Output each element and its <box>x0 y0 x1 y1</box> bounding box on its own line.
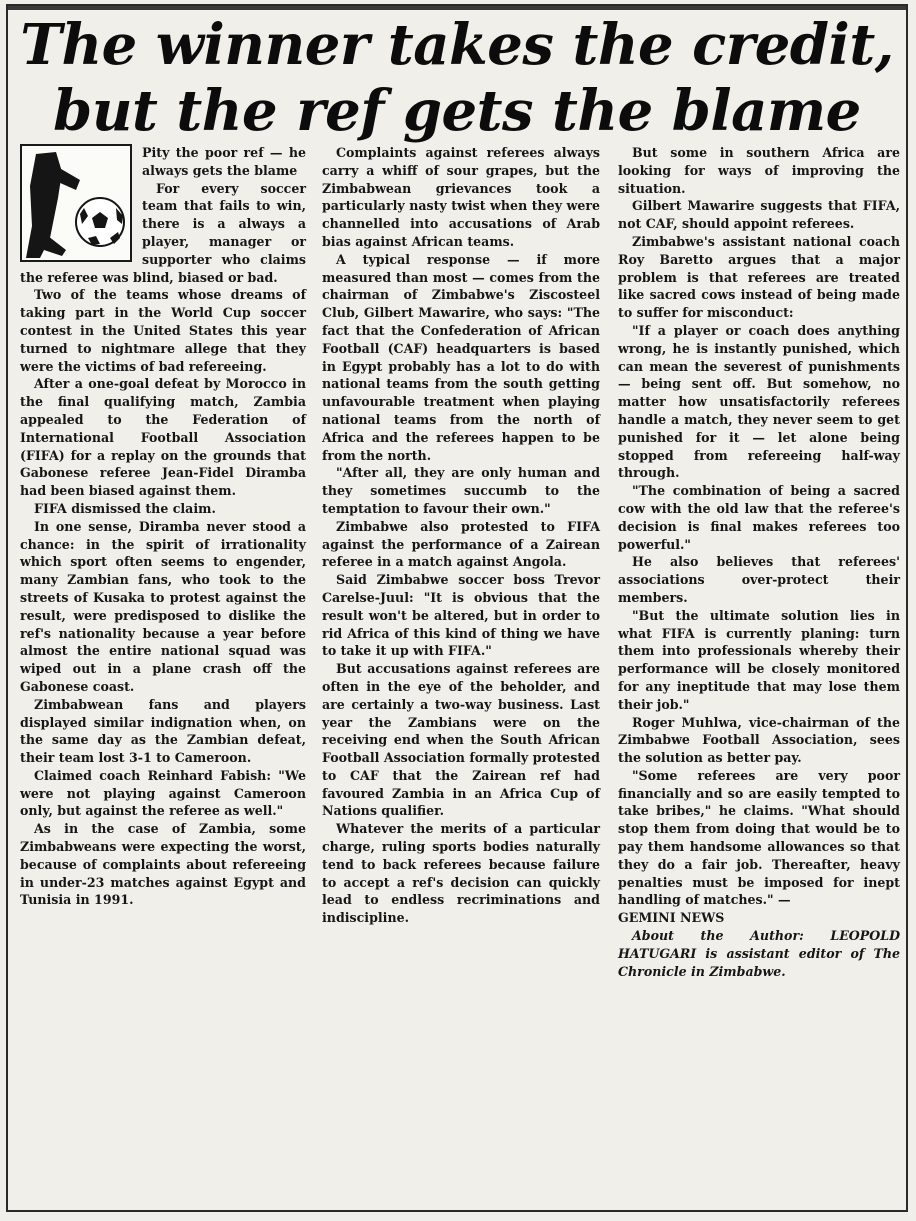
article-column-1 <box>20 144 306 909</box>
paragraph: "If a player or coach does anything wrong, he is instantly punished, which can mean the severest of punishments — being sent off. But somehow, no matter how unsatisfactorily referees handle a match, they never seem to get punished for it — let alone being stopped from refereeing half-way through. <box>618 322 900 481</box>
paragraph: In one sense, Diramba never stood a chance: in the spirit of irrationality which sport often seems to engender, many Zambian fans, who took to the streets of Kusaka to protest against the result, were predisposed to dislike the ref's nationality because a year before almost the entire national squad was wiped out in a plane crash off the Gabonese coast. <box>20 518 306 694</box>
newspaper-clipping <box>6 4 908 1212</box>
news-agency-credit: GEMINI NEWS <box>618 910 725 926</box>
article-column-3 <box>618 144 900 980</box>
author-byline: About the Author: LEOPOLD HATUGARI is assistant editor of The Chronicle in Zimbabwe. <box>618 928 900 979</box>
paragraph: Zimbabwe also protested to FIFA against the performance of a Zairean referee in a match against Angola. <box>322 518 600 570</box>
paragraph: Complaints against referees always carry a whiff of sour grapes, but the Zimbabwean grievances took a particularly nasty twist when they were channelled into accusations of Arab bias against African teams. <box>322 145 600 249</box>
paragraph: "After all, they are only human and they sometimes succumb to the temptation to favour their own." <box>322 465 600 516</box>
paragraph: Two of the teams whose dreams of taking part in the World Cup soccer contest in the United States this year turned to nightmare allege that they were the victims of bad refereeing. <box>20 287 306 374</box>
soccer-player-icon <box>20 144 132 262</box>
paragraph: He also believes that referees' associations over-protect their members. <box>618 554 900 605</box>
pull-quote: Pity the poor ref — he always gets the blame <box>142 145 306 178</box>
paragraph: "Some referees are very poor financially and so are easily tempted to take bribes," he claims. "What should stop them from doing that would be to pay them handsome allowances so that they do a fair job. Thereafter, heavy penalties must be imposed for inept handling of matches." — <box>618 767 900 908</box>
article-headline <box>8 12 906 144</box>
paragraph: But accusations against referees are often in the eye of the beholder, and are certainly a two-way business. Last year the Zambians were on the receiving end when the South African Football Association formally protested to CAF that the Zairean ref had favoured Zambia in an Africa Cup of Nations qualifier. <box>322 661 600 819</box>
paragraph: "The combination of being a sacred cow with the old law that the referee's decision is final makes referees too powerful." <box>618 483 900 552</box>
headline-line-1: The winner takes the credit, <box>20 12 894 78</box>
paragraph: Said Zimbabwe soccer boss Trevor Carelse-Juul: "It is obvious that the result won't be altered, but in order to rid Africa of this kind of thing we have to take it up with FIFA." <box>322 572 600 659</box>
paragraph: Whatever the merits of a particular charge, ruling sports bodies naturally tend to back referees because failure to accept a ref's decision can quickly lead to endless recriminations and indiscipline. <box>322 821 600 926</box>
article-column-2 <box>322 144 600 927</box>
paragraph: After a one-goal defeat by Morocco in the final qualifying match, Zambia appealed to the Federation of International Football Association (FIFA) for a replay on the grounds that Gabonese referee Jean-Fidel Diramba had been biased against them. <box>20 376 306 499</box>
paragraph: As in the case of Zambia, some Zimbabweans were expecting the worst, because of complaints about refereeing in under-23 matches against Egypt and Tunisia in 1991. <box>20 821 306 908</box>
paragraph: Roger Muhlwa, vice-chairman of the Zimbabwe Football Association, sees the solution as better pay. <box>618 714 900 766</box>
paragraph: Zimbabwe's assistant national coach Roy Baretto argues that a major problem is that referees are treated like sacred cows instead of being made to suffer for misconduct: <box>618 233 900 321</box>
paragraph: Gilbert Mawarire suggests that FIFA, not CAF, should appoint referees. <box>618 198 900 232</box>
paragraph: But some in southern Africa are looking for ways of improving the situation. <box>618 145 900 196</box>
paragraph: Zimbabwean fans and players displayed similar indignation when, on the same day as the Zambian defeat, their team lost 3-1 to Cameroon. <box>20 696 306 766</box>
paragraph: A typical response — if more measured than most — comes from the chairman of Zimbabwe's Ziscosteel Club, Gilbert Mawarire, who says: "The fact that the Confederation of African Football (CAF) headquarters is based in Egypt probably has a lot to do with national teams from the south getting unfavourable treatment when playing national teams from the north of Africa and the referees happen to be from the north. <box>322 251 600 463</box>
paragraph: "But the ultimate solution lies in what FIFA is currently planing: turn them into professionals whereby their performance will be closely monitored for any ineptitude that may lose them their job." <box>618 607 900 712</box>
paragraph: Claimed coach Reinhard Fabish: "We were not playing against Cameroon only, but against the referee as well." <box>20 767 306 819</box>
headline-line-2: but the ref gets the blame <box>53 78 861 144</box>
top-rule <box>8 6 906 10</box>
paragraph: FIFA dismissed the claim. <box>34 500 216 516</box>
paragraph: For every soccer team that fails to win, there is a always a player, manager or supporter who claims the referee was blind, biased or bad. <box>20 180 306 285</box>
